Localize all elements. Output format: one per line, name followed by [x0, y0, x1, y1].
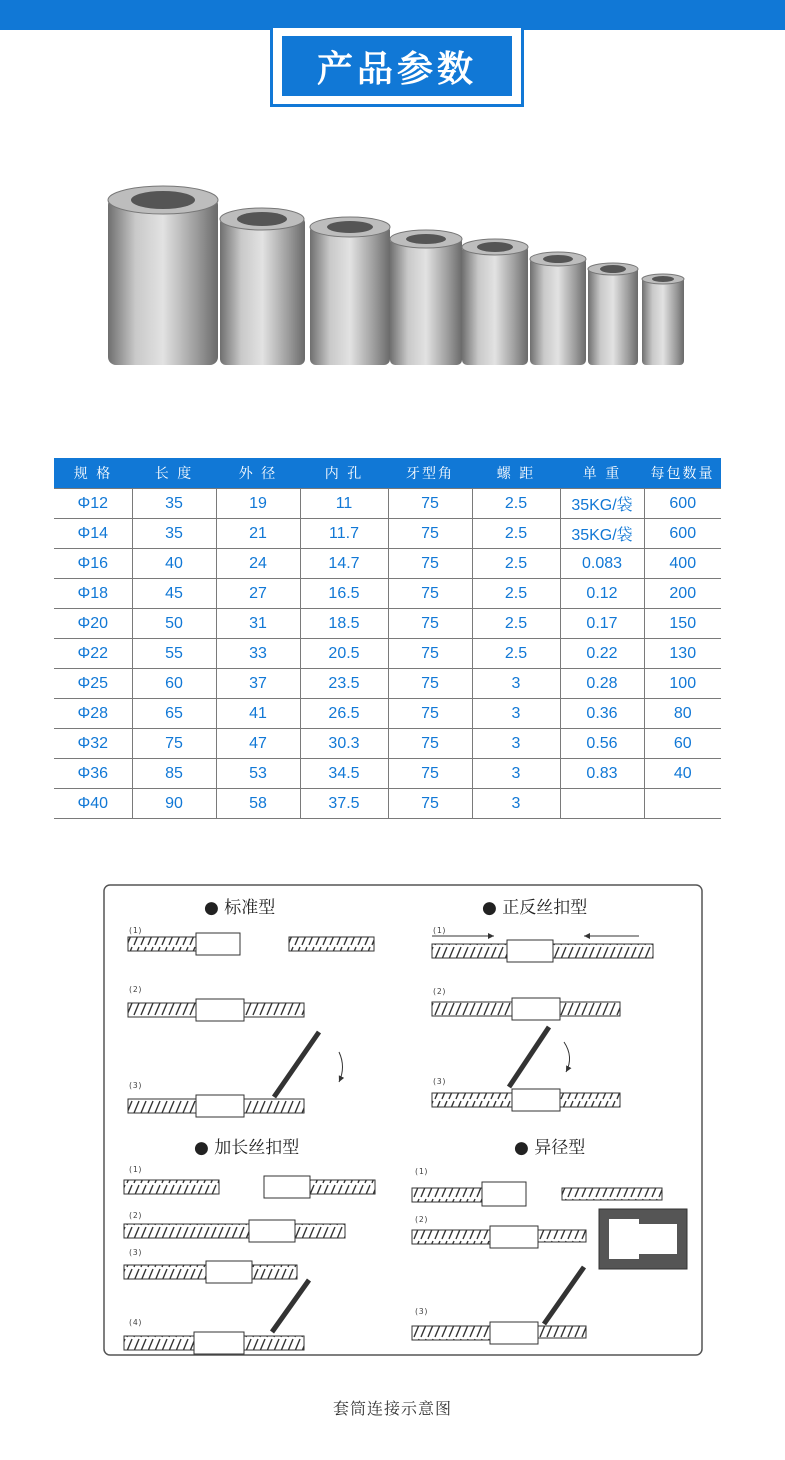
rebar	[412, 1326, 490, 1340]
table-cell: 75	[388, 729, 472, 759]
table-cell: Φ28	[54, 699, 132, 729]
sleeve	[512, 1089, 560, 1111]
rebar	[124, 1224, 249, 1238]
table-cell: 37.5	[300, 789, 388, 819]
table-cell: 3	[472, 699, 560, 729]
section-title: ● 正反丝扣型	[482, 898, 588, 918]
table-cell: 53	[216, 759, 300, 789]
table-cell: Φ40	[54, 789, 132, 819]
table-cell: 2.5	[472, 519, 560, 549]
product-photo	[60, 175, 780, 385]
spec-table	[54, 458, 721, 819]
table-cell: 35	[132, 489, 216, 519]
sleeve	[490, 1322, 538, 1344]
table-cell: Φ14	[54, 519, 132, 549]
table-cell: 150	[644, 609, 721, 639]
rebar	[432, 1002, 512, 1016]
rebar	[560, 1093, 620, 1107]
table-cell: 75	[388, 699, 472, 729]
diagram-caption: 套筒连接示意图	[332, 1399, 452, 1418]
table-cell: 0.083	[560, 549, 644, 579]
table-cell: 3	[472, 789, 560, 819]
table-cell: 55	[132, 639, 216, 669]
table-row	[54, 489, 721, 519]
table-cell: Φ16	[54, 549, 132, 579]
table-cell: 75	[388, 789, 472, 819]
table-cell: 75	[388, 519, 472, 549]
section-title: ● 加长丝扣型	[194, 1138, 300, 1158]
sleeve	[206, 1261, 252, 1283]
rebar	[562, 1188, 662, 1200]
col-header-pitch: 螺 距	[472, 458, 560, 489]
table-cell: 0.83	[560, 759, 644, 789]
col-header-spec: 规 格	[54, 458, 132, 489]
table-cell: 45	[132, 579, 216, 609]
step-label: (2)	[414, 1215, 429, 1224]
step-label: (3)	[128, 1081, 143, 1090]
section-title: ● 异径型	[514, 1138, 586, 1158]
table-cell: 60	[644, 729, 721, 759]
table-cell: 16.5	[300, 579, 388, 609]
table-cell: 18.5	[300, 609, 388, 639]
table-cell: 0.36	[560, 699, 644, 729]
coupler-sleeve	[108, 186, 218, 365]
table-row	[54, 789, 721, 819]
table-cell: 75	[388, 639, 472, 669]
rebar	[432, 1093, 512, 1107]
table-cell	[560, 789, 644, 819]
table-cell: 65	[132, 699, 216, 729]
table-cell: 75	[388, 609, 472, 639]
table-cell: 30.3	[300, 729, 388, 759]
table-cell: 0.22	[560, 639, 644, 669]
table-cell: 35	[132, 519, 216, 549]
table-cell: 11.7	[300, 519, 388, 549]
rebar	[128, 937, 198, 951]
table-cell: 33	[216, 639, 300, 669]
sleeve	[507, 940, 553, 962]
page-title: 产品参数	[282, 36, 512, 96]
table-row	[54, 519, 721, 549]
table-row	[54, 729, 721, 759]
col-header-length: 长 度	[132, 458, 216, 489]
step-label: (1)	[414, 1167, 429, 1176]
coupler-sleeve	[220, 208, 305, 365]
table-cell: Φ18	[54, 579, 132, 609]
table-cell: 21	[216, 519, 300, 549]
step-label: (2)	[128, 1211, 143, 1220]
coupler-sleeve	[310, 217, 390, 365]
table-cell: 0.17	[560, 609, 644, 639]
table-cell: 24	[216, 549, 300, 579]
sleeve	[196, 1095, 244, 1117]
table-cell: 130	[644, 639, 721, 669]
table-cell: 50	[132, 609, 216, 639]
table-cell: 2.5	[472, 579, 560, 609]
step-label: (1)	[128, 1165, 143, 1174]
table-cell: 2.5	[472, 549, 560, 579]
table-cell: 34.5	[300, 759, 388, 789]
table-cell: 37	[216, 669, 300, 699]
rebar	[310, 1180, 375, 1194]
title-frame	[270, 25, 524, 107]
step-label: (2)	[128, 985, 143, 994]
table-cell: 40	[644, 759, 721, 789]
table-cell: 3	[472, 729, 560, 759]
table-cell: Φ25	[54, 669, 132, 699]
sleeve	[264, 1176, 310, 1198]
sleeve	[196, 999, 244, 1021]
table-cell: 11	[300, 489, 388, 519]
table-row	[54, 759, 721, 789]
sleeve	[512, 998, 560, 1020]
table-cell: 35KG/袋	[560, 489, 644, 519]
table-cell: 40	[132, 549, 216, 579]
table-row	[54, 699, 721, 729]
section-title: ● 标准型	[204, 898, 276, 918]
table-cell: 100	[644, 669, 721, 699]
rebar	[412, 1188, 482, 1202]
table-cell: 85	[132, 759, 216, 789]
rebar	[553, 944, 653, 958]
step-label: (2)	[432, 987, 447, 996]
table-cell: 20.5	[300, 639, 388, 669]
coupler-sleeve	[390, 230, 462, 365]
step-label: (3)	[432, 1077, 447, 1086]
table-cell: 23.5	[300, 669, 388, 699]
rebar	[295, 1224, 345, 1238]
connection-diagram	[84, 862, 734, 1432]
table-cell: 2.5	[472, 639, 560, 669]
table-cell: 47	[216, 729, 300, 759]
table-cell: 35KG/袋	[560, 519, 644, 549]
coupler-sleeve	[588, 263, 638, 365]
table-cell: Φ20	[54, 609, 132, 639]
table-row	[54, 639, 721, 669]
sleeve	[249, 1220, 295, 1242]
col-header-thread-angle: 牙型角	[388, 458, 472, 489]
rebar	[124, 1336, 194, 1350]
table-cell: 75	[388, 759, 472, 789]
coupler-sleeve	[642, 274, 684, 365]
rebar	[244, 1099, 304, 1113]
table-cell: 27	[216, 579, 300, 609]
table-cell: 0.56	[560, 729, 644, 759]
sleeve	[196, 933, 240, 955]
step-label: (1)	[128, 926, 143, 935]
table-cell: Φ22	[54, 639, 132, 669]
reducer-bore	[609, 1219, 639, 1259]
table-cell: 75	[132, 729, 216, 759]
table-cell: 75	[388, 669, 472, 699]
rebar	[432, 944, 507, 958]
coupler-sleeve	[530, 252, 586, 365]
col-header-qty-per-bag: 每包数量	[644, 458, 721, 489]
table-cell: Φ32	[54, 729, 132, 759]
table-cell	[644, 789, 721, 819]
table-cell: Φ12	[54, 489, 132, 519]
table-cell: 60	[132, 669, 216, 699]
rebar	[412, 1230, 490, 1244]
col-header-inner-bore: 内 孔	[300, 458, 388, 489]
step-label: (3)	[128, 1248, 143, 1257]
rebar	[124, 1180, 219, 1194]
rebar	[244, 1336, 304, 1350]
table-cell: 2.5	[472, 609, 560, 639]
col-header-outer-dia: 外 径	[216, 458, 300, 489]
table-cell: 75	[388, 489, 472, 519]
table-cell: 600	[644, 519, 721, 549]
table-cell: 0.28	[560, 669, 644, 699]
table-cell: 3	[472, 759, 560, 789]
table-header-row	[54, 458, 721, 489]
rebar	[128, 1003, 198, 1017]
sleeve	[482, 1182, 526, 1206]
col-header-unit-weight: 单 重	[560, 458, 644, 489]
table-cell: 600	[644, 489, 721, 519]
table-cell: 200	[644, 579, 721, 609]
table-row	[54, 669, 721, 699]
table-cell: 90	[132, 789, 216, 819]
step-label: (1)	[432, 926, 447, 935]
rebar	[244, 1003, 304, 1017]
table-cell: 3	[472, 669, 560, 699]
rebar	[560, 1002, 620, 1016]
table-row	[54, 549, 721, 579]
table-cell: 31	[216, 609, 300, 639]
table-cell: 14.7	[300, 549, 388, 579]
table-cell: 400	[644, 549, 721, 579]
table-cell: 26.5	[300, 699, 388, 729]
rebar	[538, 1326, 586, 1338]
table-row	[54, 579, 721, 609]
table-cell: 75	[388, 549, 472, 579]
table-cell: 58	[216, 789, 300, 819]
table-cell: 2.5	[472, 489, 560, 519]
table-cell: 41	[216, 699, 300, 729]
rebar	[252, 1265, 297, 1279]
reducer-bore	[639, 1224, 677, 1254]
rebar	[124, 1265, 206, 1279]
sleeve	[490, 1226, 538, 1248]
coupler-sleeve	[462, 239, 528, 365]
table-cell: 75	[388, 579, 472, 609]
sleeve	[194, 1332, 244, 1354]
table-cell: 80	[644, 699, 721, 729]
table-cell: 0.12	[560, 579, 644, 609]
table-cell: 19	[216, 489, 300, 519]
rebar	[128, 1099, 198, 1113]
table-row	[54, 609, 721, 639]
table-cell: Φ36	[54, 759, 132, 789]
rebar	[538, 1230, 586, 1242]
step-label: (4)	[128, 1318, 143, 1327]
step-label: (3)	[414, 1307, 429, 1316]
rebar	[289, 937, 374, 951]
